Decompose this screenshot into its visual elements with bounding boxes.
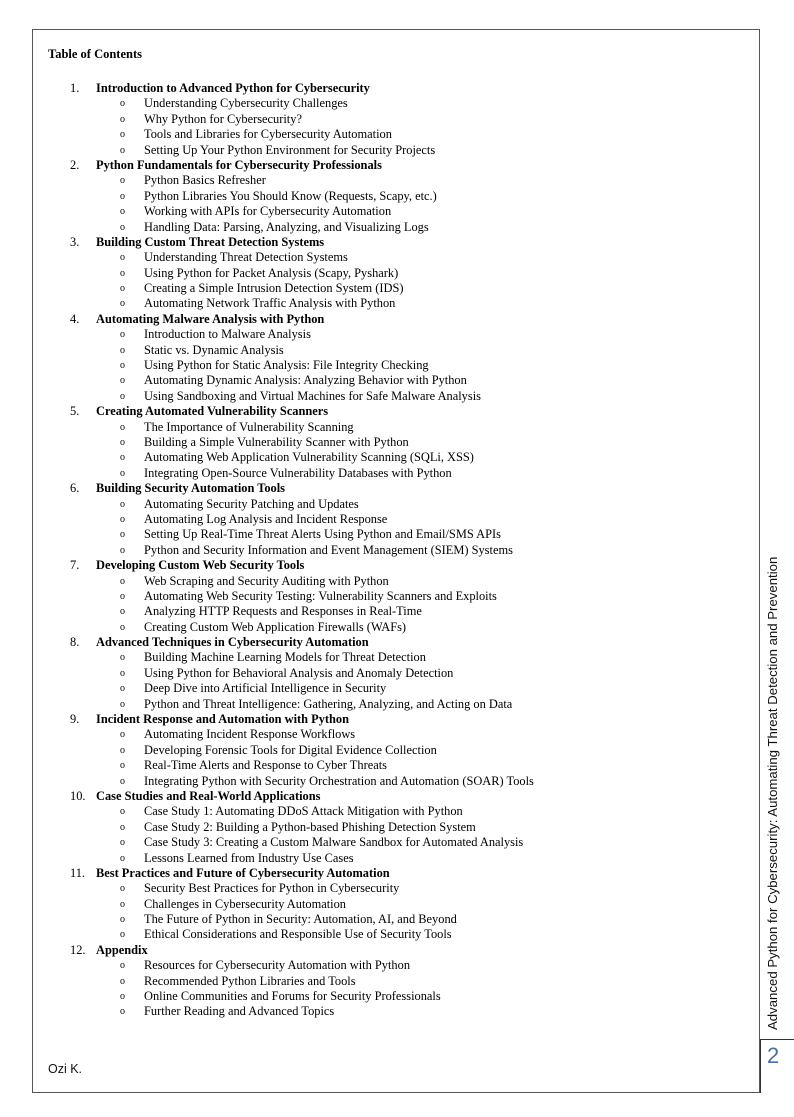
bullet-icon: o xyxy=(120,806,125,818)
chapter-number: 7. xyxy=(70,558,80,573)
toc-subitem xyxy=(48,851,748,866)
chapter-title: Developing Custom Web Security Tools xyxy=(96,558,305,573)
toc-subitem xyxy=(48,527,748,542)
bullet-icon: o xyxy=(120,667,125,679)
toc-chapter xyxy=(48,635,748,712)
toc-subitem xyxy=(48,1004,748,1019)
toc-subitem xyxy=(48,204,748,219)
toc-chapter-row xyxy=(48,789,748,804)
bullet-icon: o xyxy=(120,113,125,125)
bullet-icon: o xyxy=(120,760,125,772)
bullet-icon: o xyxy=(120,283,125,295)
toc-chapter xyxy=(48,404,748,481)
subitem-text: Automating Log Analysis and Incident Response xyxy=(144,511,388,526)
bullet-icon: o xyxy=(120,98,125,110)
bullet-icon: o xyxy=(120,360,125,372)
subitem-text: Python and Threat Intelligence: Gathering, Analyzing, and Acting on Data xyxy=(144,696,513,711)
chapter-number: 10. xyxy=(70,788,86,803)
toc-chapter-row xyxy=(48,312,748,327)
toc-subitem xyxy=(48,604,748,619)
subitem-text: Analyzing HTTP Requests and Responses in Real-Time xyxy=(144,604,422,619)
toc-subitem xyxy=(48,574,748,589)
bullet-icon: o xyxy=(120,991,125,1003)
subitem-text: Python Libraries You Should Know (Requests, Scapy, etc.) xyxy=(144,188,437,203)
bullet-icon: o xyxy=(120,206,125,218)
author-footer: Ozi K. xyxy=(48,1062,83,1076)
subitem-text: Tools and Libraries for Cybersecurity Automation xyxy=(144,127,392,142)
toc-subitem xyxy=(48,173,748,188)
toc-subitem xyxy=(48,189,748,204)
bullet-icon: o xyxy=(120,329,125,341)
bullet-icon: o xyxy=(120,452,125,464)
page-number-divider xyxy=(760,1039,794,1040)
toc-subitem xyxy=(48,389,748,404)
toc-subitem xyxy=(48,373,748,388)
bullet-icon: o xyxy=(120,498,125,510)
subitem-text: Lessons Learned from Industry Use Cases xyxy=(144,850,354,865)
toc-subitem xyxy=(48,620,748,635)
toc-subitem xyxy=(48,989,748,1004)
toc-subitem xyxy=(48,666,748,681)
subitem-text: Handling Data: Parsing, Analyzing, and Visualizing Logs xyxy=(144,219,429,234)
subitem-text: Security Best Practices for Python in Cybersecurity xyxy=(144,881,400,896)
chapter-title: Python Fundamentals for Cybersecurity Professionals xyxy=(96,157,382,172)
chapter-number: 6. xyxy=(70,481,80,496)
subitem-text: Web Scraping and Security Auditing with Python xyxy=(144,573,389,588)
toc-subitem xyxy=(48,820,748,835)
toc-subitem xyxy=(48,835,748,850)
subitem-text: Case Study 2: Building a Python-based Phishing Detection System xyxy=(144,819,476,834)
bullet-icon: o xyxy=(120,683,125,695)
toc-chapter-row xyxy=(48,943,748,958)
chapter-title: Building Custom Threat Detection Systems xyxy=(96,234,325,249)
toc-subitem xyxy=(48,327,748,342)
bullet-icon: o xyxy=(120,375,125,387)
bullet-icon: o xyxy=(120,129,125,141)
toc-subitem xyxy=(48,758,748,773)
subitem-text: Recommended Python Libraries and Tools xyxy=(144,973,356,988)
toc-subitem xyxy=(48,296,748,311)
toc-subitem xyxy=(48,512,748,527)
subitem-text: Online Communities and Forums for Security Professionals xyxy=(144,989,441,1004)
bullet-icon: o xyxy=(120,929,125,941)
chapter-title: Case Studies and Real-World Applications xyxy=(96,788,321,803)
subitem-text: Understanding Cybersecurity Challenges xyxy=(144,96,348,111)
chapter-title: Incident Response and Automation with Python xyxy=(96,712,350,727)
toc-chapter-row xyxy=(48,81,748,96)
toc-subitem xyxy=(48,281,748,296)
toc-subitem xyxy=(48,958,748,973)
toc-subitem xyxy=(48,343,748,358)
toc-subitem xyxy=(48,127,748,142)
toc-chapter-row xyxy=(48,404,748,419)
chapter-title: Appendix xyxy=(96,942,148,957)
subitem-text: Automating Web Security Testing: Vulnerability Scanners and Exploits xyxy=(144,588,497,603)
toc-subitem xyxy=(48,897,748,912)
bullet-icon: o xyxy=(120,421,125,433)
bullet-icon: o xyxy=(120,775,125,787)
bullet-icon: o xyxy=(120,744,125,756)
subitem-text: Static vs. Dynamic Analysis xyxy=(144,342,284,357)
toc-subitem xyxy=(48,927,748,942)
subitem-text: Resources for Cybersecurity Automation with Python xyxy=(144,958,411,973)
toc-subitem xyxy=(48,497,748,512)
bullet-icon: o xyxy=(120,621,125,633)
subitem-text: Case Study 3: Creating a Custom Malware Sandbox for Automated Analysis xyxy=(144,835,524,850)
page-number-divider-vertical xyxy=(760,1039,761,1093)
subitem-text: Working with APIs for Cybersecurity Automation xyxy=(144,204,392,219)
chapter-title: Best Practices and Future of Cybersecurity Automation xyxy=(96,865,390,880)
toc-chapter-row xyxy=(48,158,748,173)
toc-subitem xyxy=(48,96,748,111)
subitem-text: Setting Up Your Python Environment for Security Projects xyxy=(144,142,436,157)
subitem-text: Automating Dynamic Analysis: Analyzing Behavior with Python xyxy=(144,373,467,388)
bullet-icon: o xyxy=(120,144,125,156)
bullet-icon: o xyxy=(120,575,125,587)
bullet-icon: o xyxy=(120,898,125,910)
subitem-text: Why Python for Cybersecurity? xyxy=(144,111,302,126)
subitem-text: Automating Web Application Vulnerability Scanning (SQLi, XSS) xyxy=(144,450,474,465)
subitem-text: Using Python for Behavioral Analysis and Anomaly Detection xyxy=(144,665,454,680)
bullet-icon: o xyxy=(120,544,125,556)
subitem-text: Automating Incident Response Workflows xyxy=(144,727,356,742)
toc-subitem xyxy=(48,743,748,758)
toc-subitem xyxy=(48,358,748,373)
toc-chapter-row xyxy=(48,635,748,650)
toc-chapter-row xyxy=(48,558,748,573)
bullet-icon: o xyxy=(120,175,125,187)
subitem-text: Automating Security Patching and Updates xyxy=(144,496,359,511)
subitem-text: Using Python for Packet Analysis (Scapy, Pyshark) xyxy=(144,265,399,280)
bullet-icon: o xyxy=(120,529,125,541)
toc-subitem xyxy=(48,974,748,989)
chapter-number: 1. xyxy=(70,81,80,95)
toc-subitem xyxy=(48,435,748,450)
toc-chapter-row xyxy=(48,866,748,881)
toc-chapter xyxy=(48,235,748,312)
chapter-number: 12. xyxy=(70,942,86,957)
subitem-text: Creating a Simple Intrusion Detection System (IDS) xyxy=(144,281,404,296)
chapter-title: Introduction to Advanced Python for Cybersecurity xyxy=(96,81,370,95)
subitem-text: Using Sandboxing and Virtual Machines for Safe Malware Analysis xyxy=(144,388,481,403)
chapter-number: 5. xyxy=(70,404,80,419)
bullet-icon: o xyxy=(120,221,125,233)
toc-heading: Table of Contents xyxy=(48,47,142,61)
toc-subitem xyxy=(48,543,748,558)
chapter-number: 3. xyxy=(70,234,80,249)
subitem-text: Automating Network Traffic Analysis with Python xyxy=(144,296,396,311)
toc-subitem xyxy=(48,420,748,435)
subitem-text: Integrating Open-Source Vulnerability Databases with Python xyxy=(144,465,452,480)
toc-chapter xyxy=(48,943,748,1020)
bullet-icon: o xyxy=(120,190,125,202)
bullet-icon: o xyxy=(120,960,125,972)
subitem-text: Using Python for Static Analysis: File Integrity Checking xyxy=(144,358,429,373)
chapter-title: Advanced Techniques in Cybersecurity Automation xyxy=(96,635,369,650)
bullet-icon: o xyxy=(120,467,125,479)
toc-subitem xyxy=(48,589,748,604)
bullet-icon: o xyxy=(120,1006,125,1018)
subitem-text: Developing Forensic Tools for Digital Evidence Collection xyxy=(144,742,437,757)
subitem-text: Creating Custom Web Application Firewalls (WAFs) xyxy=(144,619,407,634)
toc-chapter-row xyxy=(48,712,748,727)
bullet-icon: o xyxy=(120,252,125,264)
table-of-contents xyxy=(48,81,748,1020)
subitem-text: Ethical Considerations and Responsible Use of Security Tools xyxy=(144,927,452,942)
bullet-icon: o xyxy=(120,698,125,710)
subitem-text: Python Basics Refresher xyxy=(144,173,266,188)
chapter-number: 4. xyxy=(70,311,80,326)
bullet-icon: o xyxy=(120,590,125,602)
chapter-title: Automating Malware Analysis with Python xyxy=(96,311,325,326)
book-title-sidebar: Advanced Python for Cybersecurity: Automating Threat Detection and Prevention xyxy=(765,556,780,1030)
toc-subitem xyxy=(48,774,748,789)
toc-subitem xyxy=(48,220,748,235)
toc-subitem xyxy=(48,727,748,742)
chapter-number: 2. xyxy=(70,157,80,172)
toc-subitem xyxy=(48,112,748,127)
toc-chapter-row xyxy=(48,481,748,496)
bullet-icon: o xyxy=(120,729,125,741)
subitem-text: Further Reading and Advanced Topics xyxy=(144,1004,335,1019)
bullet-icon: o xyxy=(120,513,125,525)
toc-subitem xyxy=(48,143,748,158)
toc-subitem xyxy=(48,650,748,665)
toc-chapter xyxy=(48,558,748,635)
subitem-text: Building Machine Learning Models for Threat Detection xyxy=(144,650,426,665)
subitem-text: Setting Up Real-Time Threat Alerts Using Python and Email/SMS APIs xyxy=(144,527,501,542)
toc-subitem xyxy=(48,697,748,712)
bullet-icon: o xyxy=(120,267,125,279)
bullet-icon: o xyxy=(120,883,125,895)
chapter-title: Creating Automated Vulnerability Scanners xyxy=(96,404,329,419)
bullet-icon: o xyxy=(120,298,125,310)
toc-subitem xyxy=(48,681,748,696)
toc-subitem xyxy=(48,881,748,896)
bullet-icon: o xyxy=(120,837,125,849)
bullet-icon: o xyxy=(120,344,125,356)
bullet-icon: o xyxy=(120,652,125,664)
toc-chapter xyxy=(48,789,748,866)
chapter-number: 9. xyxy=(70,712,80,727)
subitem-text: The Importance of Vulnerability Scanning xyxy=(144,419,354,434)
page-number: 2 xyxy=(767,1043,780,1068)
toc-chapter xyxy=(48,481,748,558)
subitem-text: The Future of Python in Security: Automation, AI, and Beyond xyxy=(144,912,457,927)
bullet-icon: o xyxy=(120,975,125,987)
toc-subitem xyxy=(48,450,748,465)
chapter-number: 11. xyxy=(70,865,86,880)
subitem-text: Case Study 1: Automating DDoS Attack Mitigation with Python xyxy=(144,804,463,819)
bullet-icon: o xyxy=(120,606,125,618)
toc-chapter-row xyxy=(48,235,748,250)
subitem-text: Python and Security Information and Event Management (SIEM) Systems xyxy=(144,542,513,557)
toc-chapter xyxy=(48,312,748,404)
subitem-text: Challenges in Cybersecurity Automation xyxy=(144,896,347,911)
subitem-text: Introduction to Malware Analysis xyxy=(144,327,311,342)
toc-chapter xyxy=(48,158,748,235)
subitem-text: Integrating Python with Security Orchestration and Automation (SOAR) Tools xyxy=(144,773,534,788)
toc-chapter xyxy=(48,81,748,158)
toc-chapter xyxy=(48,712,748,789)
toc-subitem xyxy=(48,804,748,819)
bullet-icon: o xyxy=(120,390,125,402)
subitem-text: Deep Dive into Artificial Intelligence in Security xyxy=(144,681,387,696)
toc-subitem xyxy=(48,912,748,927)
subitem-text: Understanding Threat Detection Systems xyxy=(144,250,348,265)
toc-subitem xyxy=(48,250,748,265)
chapter-title: Building Security Automation Tools xyxy=(96,481,286,496)
bullet-icon: o xyxy=(120,821,125,833)
chapter-number: 8. xyxy=(70,635,80,650)
subitem-text: Building a Simple Vulnerability Scanner with Python xyxy=(144,434,409,449)
toc-subitem xyxy=(48,466,748,481)
bullet-icon: o xyxy=(120,914,125,926)
bullet-icon: o xyxy=(120,852,125,864)
bullet-icon: o xyxy=(120,436,125,448)
subitem-text: Real-Time Alerts and Response to Cyber Threats xyxy=(144,758,387,773)
toc-chapter xyxy=(48,866,748,943)
toc-subitem xyxy=(48,266,748,281)
